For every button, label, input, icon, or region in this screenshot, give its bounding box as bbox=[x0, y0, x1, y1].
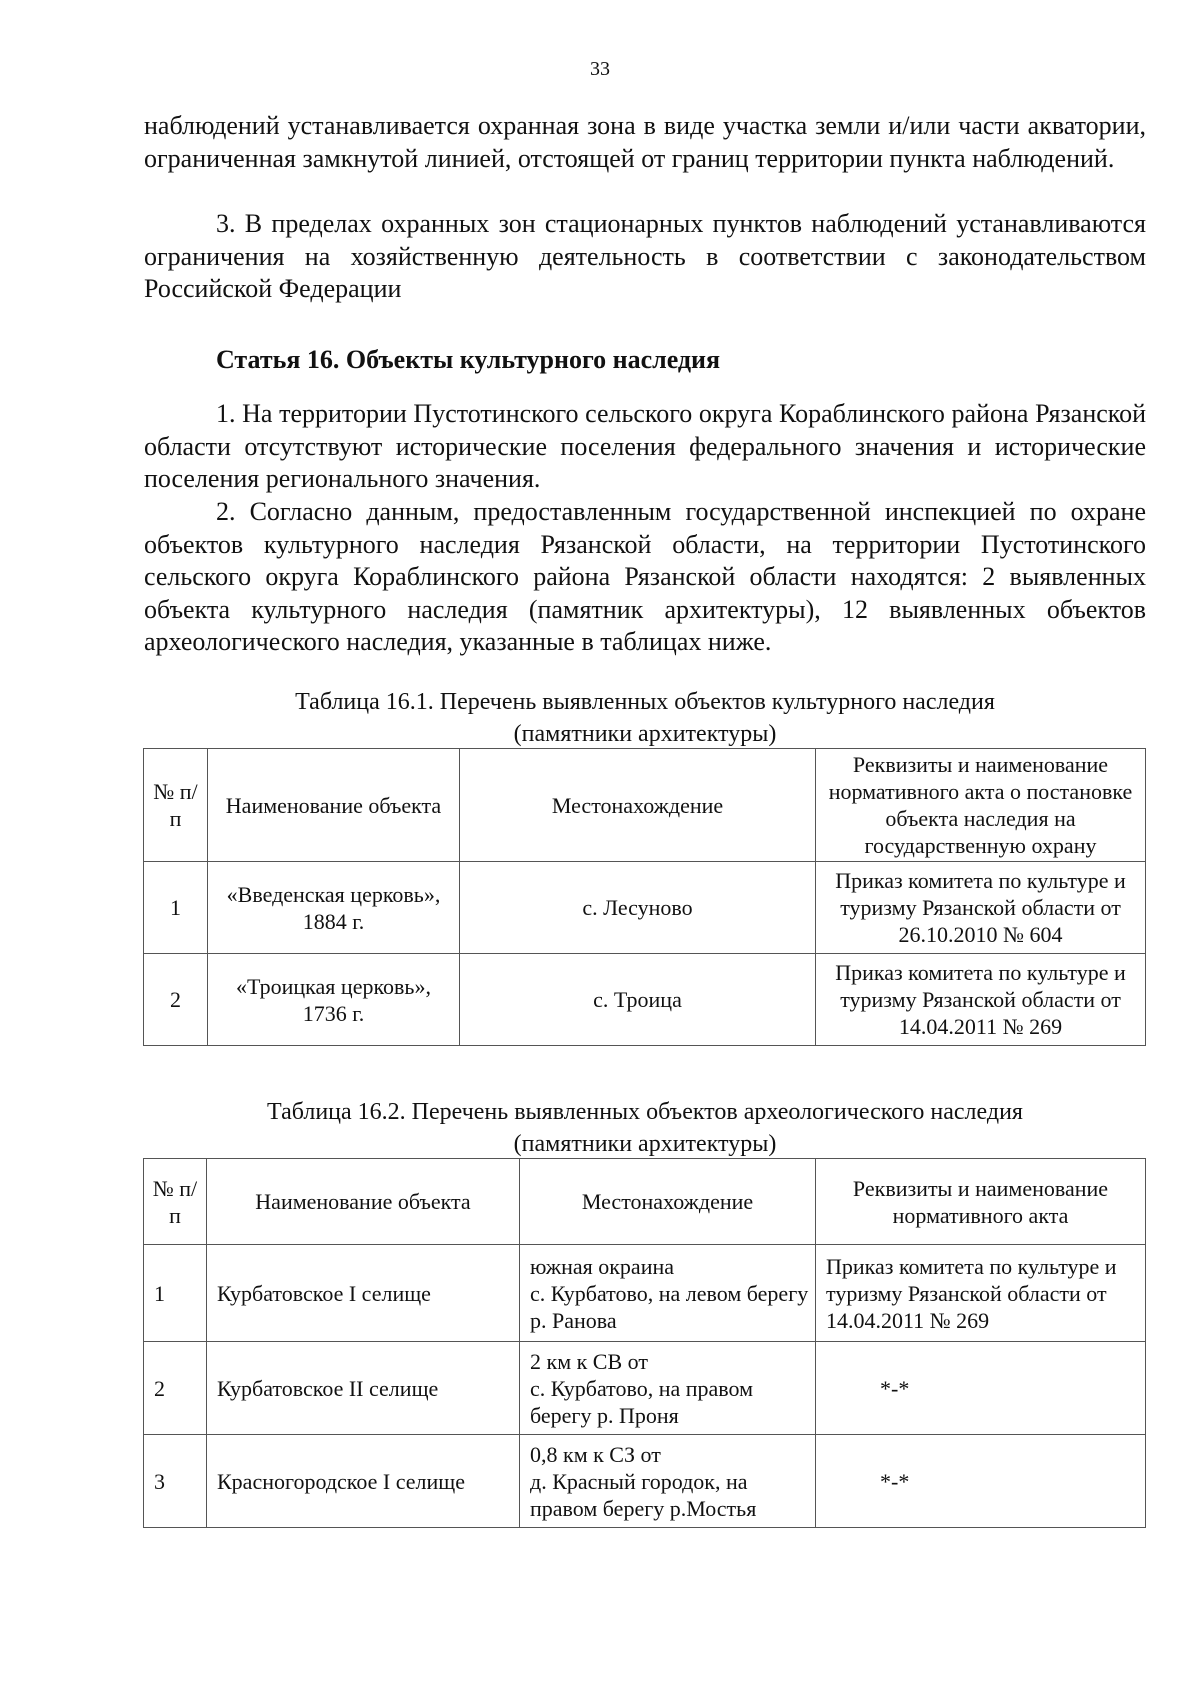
table-row bbox=[144, 862, 1146, 954]
table2-cell-act: *-* bbox=[816, 1342, 1146, 1435]
table1-header-num: № п/п bbox=[144, 749, 208, 862]
table2-caption-line2: (памятники архитектуры) bbox=[513, 1131, 777, 1157]
table2-cell-act: *-* bbox=[816, 1435, 1146, 1528]
table2-cell-num: 2 bbox=[144, 1342, 207, 1435]
table1-cell-act: Приказ комитета по культуре и туризму Рязанской области от 26.10.2010 № 604 bbox=[816, 862, 1146, 954]
table2-cell-name: Курбатовское II селище bbox=[207, 1342, 520, 1435]
paragraph-protection-zone: наблюдений устанавливается охранная зона в виде участка земли и/или части акватории, ограниченная замкнутой линией, отстоящей от границ территории пункта наблюдений. bbox=[144, 111, 1146, 173]
table1-cell-act: Приказ комитета по культуре и туризму Рязанской области от 14.04.2011 № 269 bbox=[816, 954, 1146, 1046]
table2-header-name: Наименование объекта bbox=[207, 1159, 520, 1245]
table2-cell-location: южная окраина с. Курбатово, на левом берегу р. Ранова bbox=[520, 1245, 816, 1342]
table1-header-name: Наименование объекта bbox=[208, 749, 460, 862]
table1-cell-num: 2 bbox=[144, 954, 208, 1046]
table2-caption-line1: Таблица 16.2. Перечень выявленных объектов археологического наследия bbox=[267, 1099, 1023, 1125]
table-row bbox=[144, 1245, 1146, 1342]
table2-cell-location: 2 км к СВ от с. Курбатово, на правом берегу р. Проня bbox=[520, 1342, 816, 1435]
table1-cell-location: с. Лесуново bbox=[460, 862, 816, 954]
table2-header-act: Реквизиты и наименование нормативного акта bbox=[816, 1159, 1146, 1245]
table1-header-act: Реквизиты и наименование нормативного акта о постановке объекта наследия на государственную охрану bbox=[816, 749, 1146, 862]
table2-header-row bbox=[144, 1159, 1146, 1245]
table2-cell-name: Курбатовское I селище bbox=[207, 1245, 520, 1342]
table2-cell-location: 0,8 км к СЗ от д. Красный городок, на правом берегу р.Мостья bbox=[520, 1435, 816, 1528]
table1-cell-name: «Введенская церковь», 1884 г. bbox=[208, 862, 460, 954]
table1-caption bbox=[144, 686, 1146, 750]
table-row bbox=[144, 1435, 1146, 1528]
table2-cell-num: 3 bbox=[144, 1435, 207, 1528]
page-number: 33 bbox=[590, 58, 610, 80]
table2-cell-name: Красногородское I селище bbox=[207, 1435, 520, 1528]
table-row bbox=[144, 954, 1146, 1046]
table1-caption-line1: Таблица 16.1. Перечень выявленных объектов культурного наследия bbox=[295, 689, 995, 715]
table2-caption bbox=[144, 1096, 1146, 1160]
table1-cell-location: с. Троица bbox=[460, 954, 816, 1046]
paragraph-historic-settlements: 1. На территории Пустотинского сельского округа Кораблинского района Рязанской области отсутствуют исторические поселения федерального значения и исторические поселения регионального значения. bbox=[144, 399, 1146, 493]
table1-header-location: Местонахождение bbox=[460, 749, 816, 862]
article-heading: Статья 16. Объекты культурного наследия bbox=[216, 345, 721, 374]
table2-cell-act: Приказ комитета по культуре и туризму Рязанской области от 14.04.2011 № 269 bbox=[816, 1245, 1146, 1342]
table1-cell-num: 1 bbox=[144, 862, 208, 954]
table1-caption-line2: (памятники архитектуры) bbox=[513, 721, 777, 747]
table1-header-row bbox=[144, 749, 1146, 862]
table2-cell-num: 1 bbox=[144, 1245, 207, 1342]
table-archaeological-heritage bbox=[143, 1158, 1146, 1528]
table-row bbox=[144, 1342, 1146, 1435]
table1-cell-name: «Троицкая церковь», 1736 г. bbox=[208, 954, 460, 1046]
paragraph-heritage-objects: 2. Согласно данным, предоставленным государственной инспекцией по охране объектов культурного наследия Рязанской области, на территории Пустотинского сельского округа Кораблинского района Рязанской области находятся: 2 выявленных объекта культурного наследия (памятник архитектуры), 12 выявленных объектов археологического наследия, указанные в таблицах ниже. bbox=[144, 497, 1146, 656]
table2-header-location: Местонахождение bbox=[520, 1159, 816, 1245]
table-architecture-monuments bbox=[143, 748, 1146, 1046]
table2-header-num: № п/п bbox=[144, 1159, 207, 1245]
paragraph-restrictions: 3. В пределах охранных зон стационарных пунктов наблюдений устанавливаются ограничения на хозяйственную деятельность в соответствии с законодательством Российской Федерации bbox=[144, 209, 1146, 303]
